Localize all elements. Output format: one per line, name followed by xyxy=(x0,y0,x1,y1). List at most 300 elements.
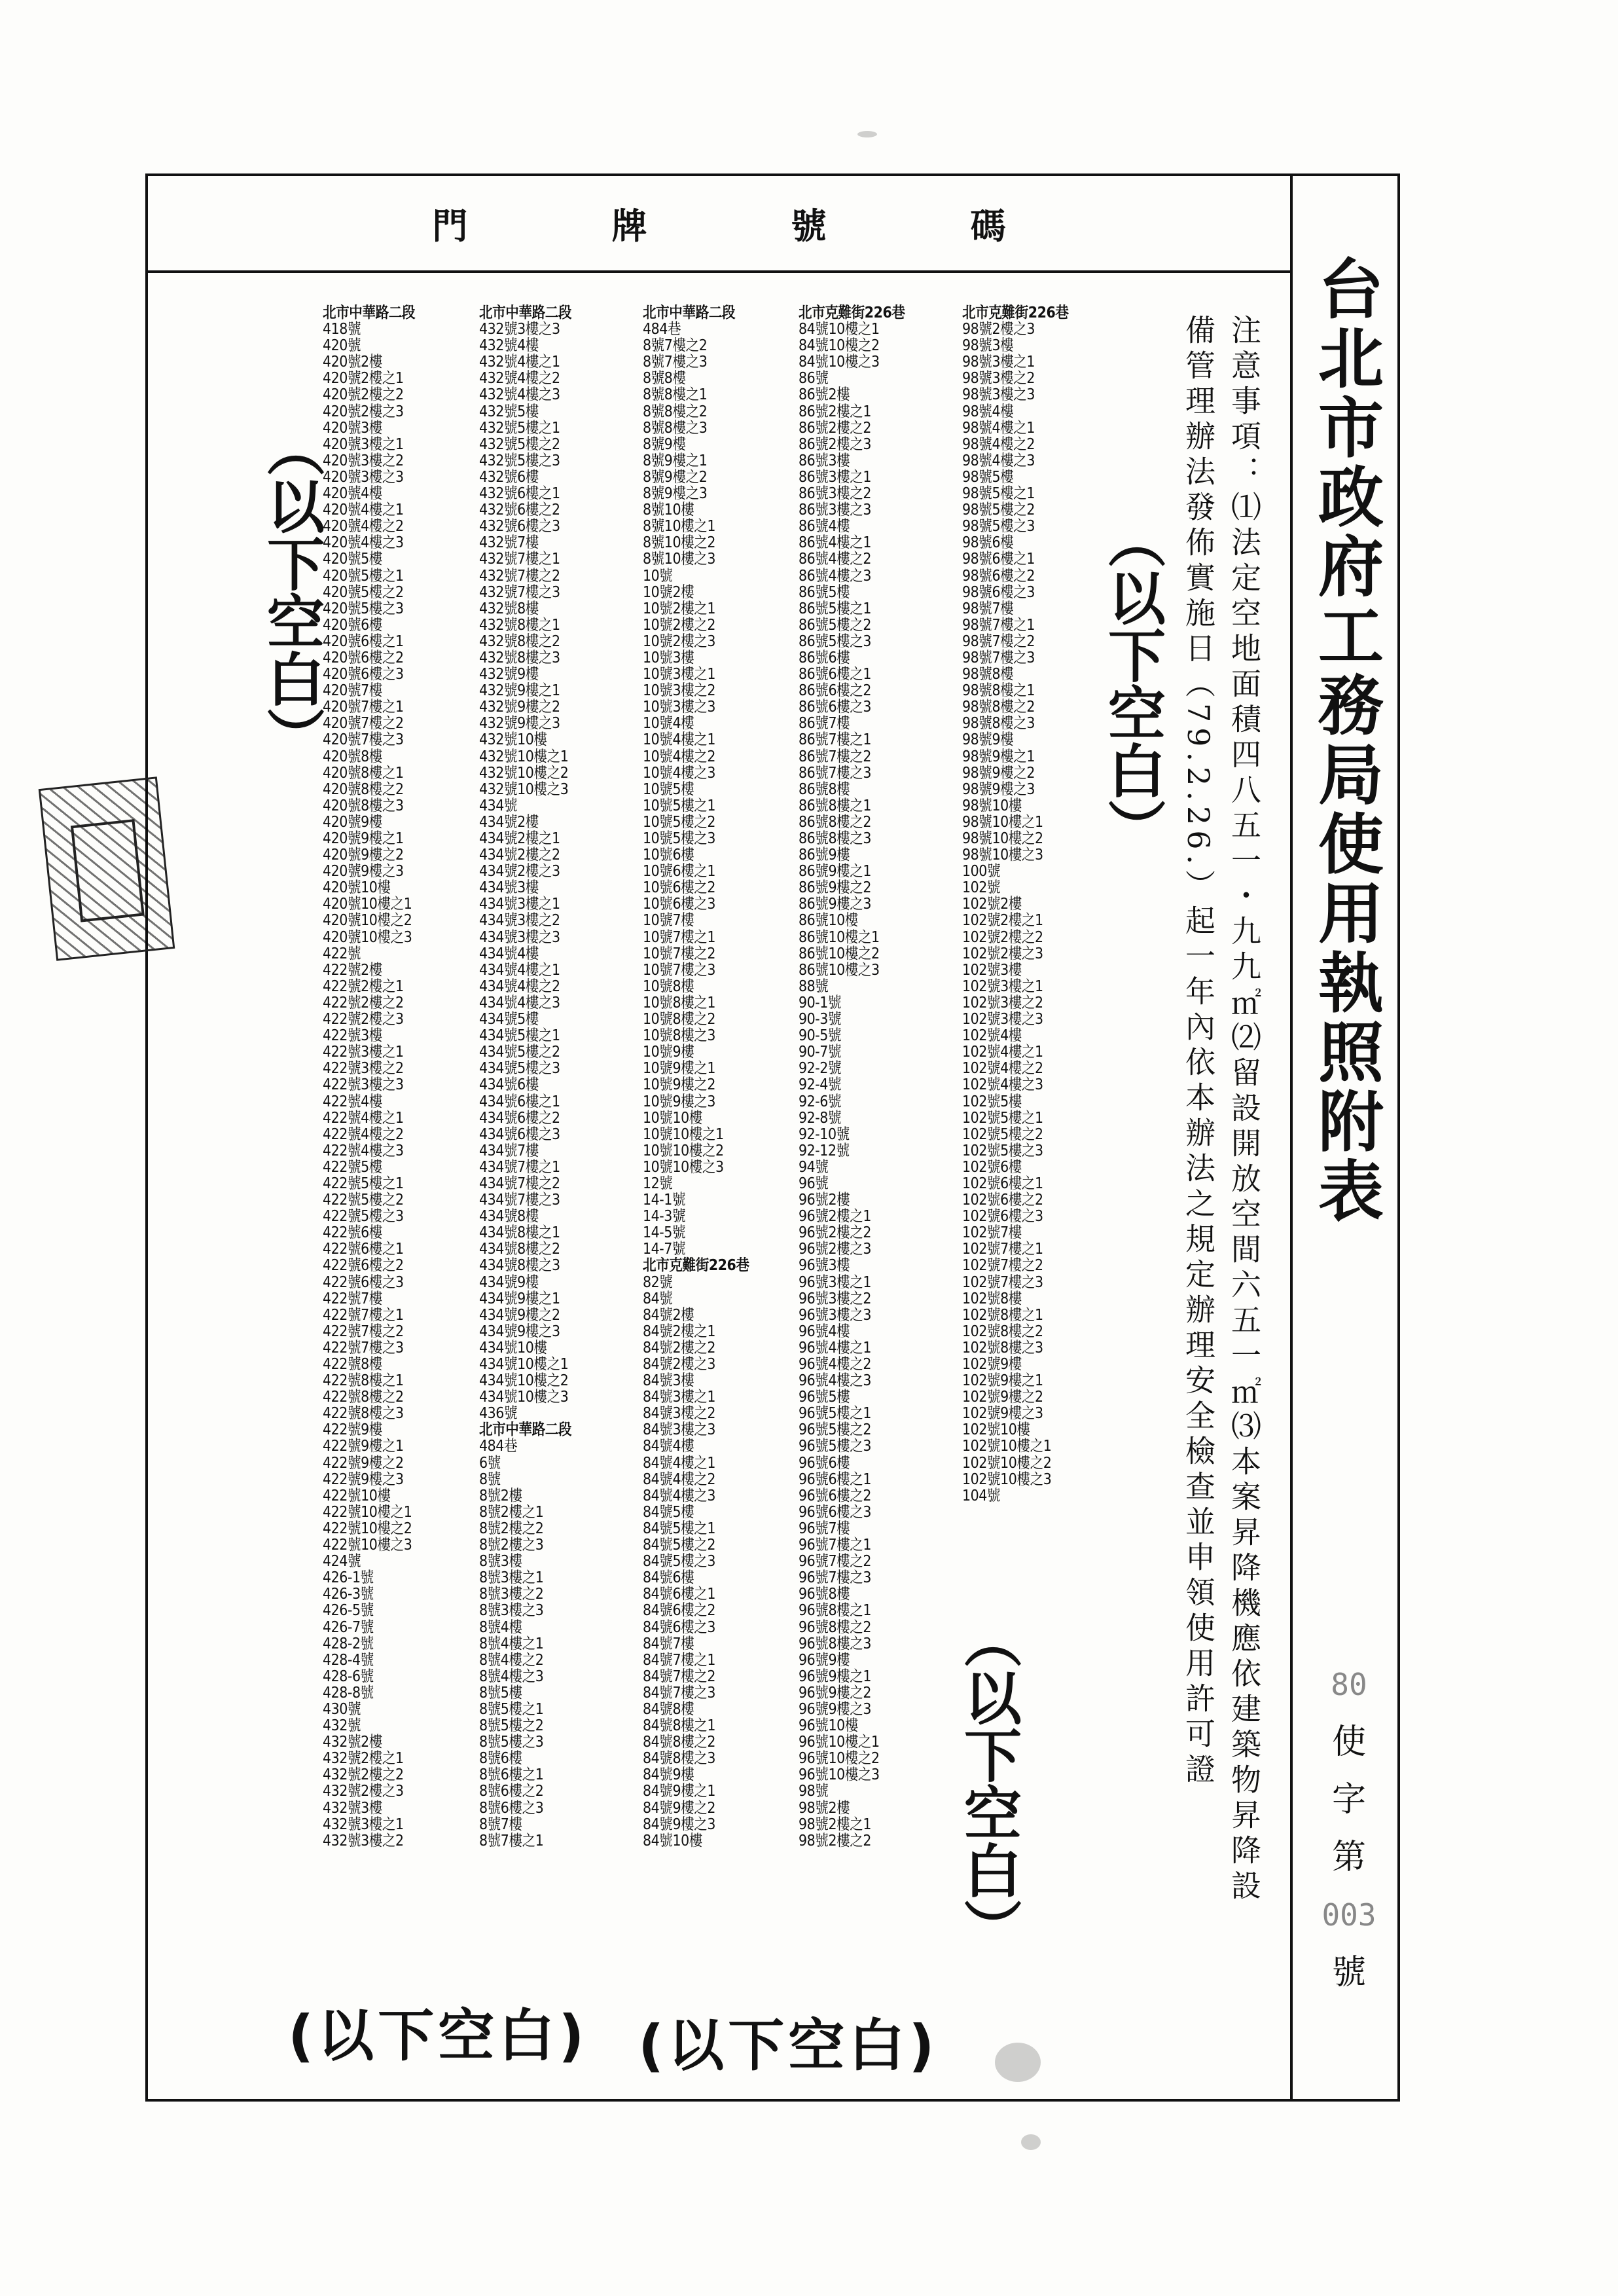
address-entry: 8號3樓之3 xyxy=(479,1601,544,1620)
address-entry: 434號7樓之2 xyxy=(479,1173,560,1192)
address-entry: 8號5樓之2 xyxy=(479,1716,544,1735)
address-entry: 10號7樓 xyxy=(643,911,694,930)
address-entry: 102號10樓之3 xyxy=(962,1469,1052,1488)
street-header: 北市中華路二段 xyxy=(479,303,572,321)
address-entry: 420號8樓 xyxy=(323,746,382,765)
address-entry: 420號5樓之3 xyxy=(323,598,404,617)
address-entry: 432號4樓 xyxy=(479,336,539,355)
address-entry: 420號7樓之3 xyxy=(323,730,404,749)
address-entry: 420號6樓之2 xyxy=(323,647,404,666)
address-entry: 98號4樓之2 xyxy=(962,434,1035,453)
address-entry: 432號3樓之3 xyxy=(479,319,560,338)
address-entry: 86號4樓之1 xyxy=(799,533,872,552)
address-entry: 8號4樓 xyxy=(479,1617,522,1636)
address-entry: 422號6樓之2 xyxy=(323,1256,404,1275)
address-entry: 86號3樓 xyxy=(799,450,850,469)
address-entry: 434號9樓之3 xyxy=(479,1321,560,1340)
address-entry: 432號10樓之3 xyxy=(479,779,569,798)
address-entry: 96號5樓 xyxy=(799,1387,850,1406)
address-entry: 102號10樓 xyxy=(962,1420,1030,1439)
address-entry: 434號3樓之3 xyxy=(479,927,560,946)
address-entry: 434號3樓之2 xyxy=(479,911,560,930)
address-entry: 100號 xyxy=(962,862,1001,881)
address-entry: 84號3樓之1 xyxy=(643,1387,716,1406)
address-entry: 98號8樓 xyxy=(962,665,1014,683)
address-entry: 8號2樓之3 xyxy=(479,1535,544,1554)
address-entry: 96號10樓 xyxy=(799,1716,858,1735)
address-entry: 10號7樓之3 xyxy=(643,960,716,979)
address-entry: 434號10樓之2 xyxy=(479,1371,569,1390)
address-entry: 96號8樓之2 xyxy=(799,1617,872,1636)
address-entry: 8號4樓之1 xyxy=(479,1633,544,1652)
address-entry: 90-5號 xyxy=(799,1026,842,1045)
address-entry: 102號7樓之3 xyxy=(962,1272,1043,1291)
address-entry: 420號3樓之3 xyxy=(323,467,404,486)
address-entry: 84號10樓之2 xyxy=(799,336,880,355)
address-entry: 432號8樓之3 xyxy=(479,647,560,666)
address-entry: 10號8樓之1 xyxy=(643,993,716,1011)
address-entry: 10號5樓之3 xyxy=(643,829,716,847)
address-entry: 8號2樓之1 xyxy=(479,1502,544,1521)
address-entry: 10號7樓之2 xyxy=(643,943,716,962)
address-entry: 8號8樓之3 xyxy=(643,418,708,437)
address-entry: 98號8樓之3 xyxy=(962,714,1035,733)
address-entry: 434號4樓之2 xyxy=(479,976,560,995)
address-entry: 10號4樓之2 xyxy=(643,746,716,765)
address-entry: 96號3樓 xyxy=(799,1256,850,1275)
address-entry: 422號10樓 xyxy=(323,1485,391,1504)
address-entry: 434號5樓之3 xyxy=(479,1059,560,1078)
side-divider xyxy=(1290,176,1293,2099)
address-entry: 84號6樓之3 xyxy=(643,1617,716,1636)
address-entry: 8號6樓之3 xyxy=(479,1798,544,1817)
address-entry: 84號7樓之1 xyxy=(643,1650,716,1669)
address-entry: 98號9樓 xyxy=(962,730,1014,749)
address-entry: 98號 xyxy=(799,1781,829,1800)
scan-speck xyxy=(995,2043,1041,2082)
address-entry: 98號10樓 xyxy=(962,795,1022,814)
address-entry: 86號3樓之3 xyxy=(799,500,872,519)
address-entry: 432號6樓之2 xyxy=(479,500,560,519)
address-entry: 434號10樓之1 xyxy=(479,1355,569,1373)
address-entry: 98號6樓之3 xyxy=(962,582,1035,601)
address-entry: 420號4樓之2 xyxy=(323,517,404,536)
blank-marker-v1: ︵以下空白︶ xyxy=(258,419,325,765)
address-entry: 96號9樓 xyxy=(799,1650,850,1669)
street-header: 北市中華路二段 xyxy=(323,303,416,321)
address-entry: 102號8樓 xyxy=(962,1288,1022,1307)
address-entry: 92-8號 xyxy=(799,1108,842,1127)
address-entry: 8號8樓之2 xyxy=(643,401,708,420)
address-entry: 96號9樓之2 xyxy=(799,1683,872,1702)
address-entry: 432號4樓之1 xyxy=(479,352,560,371)
address-entry: 422號9樓之3 xyxy=(323,1469,404,1488)
address-entry: 102號3樓之2 xyxy=(962,993,1043,1011)
address-entry: 84號2樓之2 xyxy=(643,1338,716,1357)
address-entry: 96號2樓 xyxy=(799,1190,850,1209)
address-column-1 xyxy=(323,304,415,1849)
permit-char: 第 xyxy=(1331,1838,1366,1877)
address-entry: 420號6樓之3 xyxy=(323,665,404,683)
address-entry: 8號6樓之1 xyxy=(479,1765,544,1784)
street-header: 北市中華路二段 xyxy=(479,1420,572,1439)
address-entry: 86號10樓之3 xyxy=(799,960,880,979)
address-entry: 84號8樓之3 xyxy=(643,1749,716,1768)
address-entry: 420號9樓之2 xyxy=(323,845,404,864)
address-entry: 102號3樓之3 xyxy=(962,1010,1043,1029)
address-entry: 86號2樓 xyxy=(799,385,850,404)
address-entry: 432號10樓 xyxy=(479,730,547,749)
permit-char: 使 xyxy=(1331,1722,1366,1762)
address-entry: 428-6號 xyxy=(323,1666,374,1685)
address-entry: 432號6樓之3 xyxy=(479,517,560,536)
address-column-2 xyxy=(479,304,571,1849)
address-entry: 422號3樓之2 xyxy=(323,1059,404,1078)
address-entry: 432號9樓 xyxy=(479,665,539,683)
address-entry: 434號4樓之1 xyxy=(479,960,560,979)
address-entry: 88號 xyxy=(799,976,829,995)
address-entry: 98號6樓之2 xyxy=(962,566,1035,585)
address-entry: 6號 xyxy=(479,1453,501,1472)
address-entry: 434號2樓之2 xyxy=(479,845,560,864)
address-entry: 96號4樓之1 xyxy=(799,1338,872,1357)
address-entry: 102號3樓 xyxy=(962,960,1022,979)
address-entry: 104號 xyxy=(962,1485,1001,1504)
address-entry: 10號8樓之3 xyxy=(643,1026,716,1045)
address-entry: 102號6樓之1 xyxy=(962,1173,1043,1192)
address-entry: 434號8樓之3 xyxy=(479,1256,560,1275)
address-entry: 10號5樓之2 xyxy=(643,812,716,831)
address-entry: 96號4樓 xyxy=(799,1321,850,1340)
address-entry: 422號3樓之3 xyxy=(323,1075,404,1094)
address-entry: 86號10樓之1 xyxy=(799,927,880,946)
address-entry: 420號8樓之1 xyxy=(323,763,404,782)
address-column-3 xyxy=(643,304,749,1849)
address-entry: 92-2號 xyxy=(799,1059,842,1078)
address-entry: 434號4樓 xyxy=(479,943,539,962)
address-entry: 96號7樓 xyxy=(799,1518,850,1537)
address-entry: 432號2樓之1 xyxy=(323,1749,404,1768)
street-header: 北市克難街226巷 xyxy=(962,303,1069,321)
address-entry: 86號9樓之1 xyxy=(799,862,872,881)
address-entry: 10號5樓 xyxy=(643,779,694,798)
address-entry: 86號5樓 xyxy=(799,582,850,601)
address-entry: 84號6樓之1 xyxy=(643,1584,716,1603)
address-entry: 484巷 xyxy=(643,319,681,338)
blank-marker-h1: (以下空白) xyxy=(288,2003,588,2069)
address-entry: 8號7樓之2 xyxy=(643,336,708,355)
address-entry: 434號6樓之2 xyxy=(479,1108,560,1127)
address-entry: 428-2號 xyxy=(323,1633,374,1652)
permit-year: 80 xyxy=(1331,1667,1367,1702)
address-entry: 84號9樓 xyxy=(643,1765,694,1784)
address-entry: 102號2樓之1 xyxy=(962,911,1043,930)
address-entry: 96號10樓之2 xyxy=(799,1749,880,1768)
address-entry: 98號10樓之1 xyxy=(962,812,1043,831)
address-entry: 98號3樓之2 xyxy=(962,369,1035,388)
address-entry: 102號2樓之2 xyxy=(962,927,1043,946)
address-entry: 102號5樓之2 xyxy=(962,1124,1043,1143)
address-entry: 422號8樓之1 xyxy=(323,1371,404,1390)
address-entry: 422號3樓之1 xyxy=(323,1042,404,1061)
address-entry: 102號10樓之2 xyxy=(962,1453,1052,1472)
address-entry: 8號5樓之3 xyxy=(479,1732,544,1751)
address-entry: 420號 xyxy=(323,336,361,355)
address-entry: 420號4樓之3 xyxy=(323,533,404,552)
address-entry: 8號9樓之3 xyxy=(643,484,708,503)
address-entry: 84號4樓之3 xyxy=(643,1485,716,1504)
address-entry: 10號3樓之1 xyxy=(643,665,716,683)
address-entry: 84號2樓之1 xyxy=(643,1321,716,1340)
address-entry: 98號8樓之1 xyxy=(962,681,1035,700)
address-entry: 432號10樓之2 xyxy=(479,763,569,782)
address-entry: 8號7樓之1 xyxy=(479,1831,544,1850)
address-entry: 434號6樓 xyxy=(479,1075,539,1094)
address-entry: 420號8樓之3 xyxy=(323,795,404,814)
address-entry: 96號3樓之1 xyxy=(799,1272,872,1291)
address-entry: 96號7樓之3 xyxy=(799,1568,872,1587)
address-entry: 8號5樓 xyxy=(479,1683,522,1702)
address-entry: 420號4樓之1 xyxy=(323,500,404,519)
address-entry: 422號5樓之2 xyxy=(323,1190,404,1209)
address-entry: 90-7號 xyxy=(799,1042,842,1061)
address-entry: 424號 xyxy=(323,1552,361,1571)
address-entry: 430號 xyxy=(323,1699,361,1718)
address-entry: 86號7樓 xyxy=(799,714,850,733)
address-entry: 96號10樓之3 xyxy=(799,1765,880,1784)
address-entry: 98號9樓之2 xyxy=(962,763,1035,782)
permit-char: 號 xyxy=(1331,1953,1366,1992)
address-entry: 8號8樓之1 xyxy=(643,385,708,404)
address-entry: 102號10樓之1 xyxy=(962,1436,1052,1455)
address-entry: 84號2樓之3 xyxy=(643,1355,716,1373)
address-entry: 420號8樓之2 xyxy=(323,779,404,798)
address-entry: 98號10樓之3 xyxy=(962,845,1043,864)
address-entry: 14-7號 xyxy=(643,1239,686,1258)
address-entry: 420號10樓 xyxy=(323,878,391,897)
address-entry: 8號7樓之3 xyxy=(643,352,708,371)
address-entry: 98號5樓之2 xyxy=(962,500,1035,519)
address-entry: 422號5樓 xyxy=(323,1157,382,1176)
address-entry: 434號 xyxy=(479,795,518,814)
address-entry: 98號6樓 xyxy=(962,533,1014,552)
address-entry: 422號10樓之1 xyxy=(323,1502,412,1521)
address-entry: 102號8樓之3 xyxy=(962,1338,1043,1357)
address-entry: 86號6樓之3 xyxy=(799,697,872,716)
address-entry: 10號10樓之3 xyxy=(643,1157,724,1176)
address-entry: 102號9樓 xyxy=(962,1355,1022,1373)
address-entry: 86號5樓之3 xyxy=(799,631,872,650)
address-entry: 8號4樓之2 xyxy=(479,1650,544,1669)
address-entry: 102號6樓之3 xyxy=(962,1207,1043,1226)
address-entry: 420號2樓之3 xyxy=(323,401,404,420)
address-entry: 420號7樓之2 xyxy=(323,714,404,733)
address-entry: 84號 xyxy=(643,1288,673,1307)
address-entry: 86號8樓之3 xyxy=(799,829,872,847)
address-entry: 422號2樓 xyxy=(323,960,382,979)
address-entry: 8號6樓 xyxy=(479,1749,522,1768)
header-char: 碼 xyxy=(970,204,1006,247)
address-entry: 422號7樓之2 xyxy=(323,1321,404,1340)
address-entry: 86號10樓之2 xyxy=(799,943,880,962)
address-entry: 420號3樓之2 xyxy=(323,450,404,469)
address-entry: 84號8樓之1 xyxy=(643,1716,716,1735)
address-entry: 102號4樓 xyxy=(962,1026,1022,1045)
address-entry: 434號8樓 xyxy=(479,1207,539,1226)
address-entry: 86號5樓之2 xyxy=(799,615,872,634)
address-entry: 84號8樓 xyxy=(643,1699,694,1718)
address-entry: 96號7樓之1 xyxy=(799,1535,872,1554)
address-entry: 96號4樓之2 xyxy=(799,1355,872,1373)
address-entry: 432號6樓 xyxy=(479,467,539,486)
address-entry: 84號10樓之1 xyxy=(799,319,880,338)
address-entry: 420號5樓 xyxy=(323,549,382,568)
address-entry: 98號2樓 xyxy=(799,1798,850,1817)
address-entry: 432號3樓之2 xyxy=(323,1831,404,1850)
address-entry: 96號5樓之2 xyxy=(799,1420,872,1439)
address-entry: 96號3樓之2 xyxy=(799,1288,872,1307)
address-entry: 84號4樓之1 xyxy=(643,1453,716,1472)
address-entry: 8號2樓 xyxy=(479,1485,522,1504)
address-entry: 84號6樓 xyxy=(643,1568,694,1587)
address-entry: 98號2樓之2 xyxy=(799,1831,872,1850)
address-entry: 86號3樓之1 xyxy=(799,467,872,486)
address-entry: 420號9樓之1 xyxy=(323,829,404,847)
address-entry: 96號5樓之3 xyxy=(799,1436,872,1455)
address-entry: 428-4號 xyxy=(323,1650,374,1669)
address-entry: 422號8樓之3 xyxy=(323,1404,404,1423)
header-char: 牌 xyxy=(611,204,647,247)
address-entry: 102號4樓之2 xyxy=(962,1059,1043,1078)
address-entry: 92-12號 xyxy=(799,1140,850,1159)
address-entry: 434號8樓之1 xyxy=(479,1223,560,1242)
address-entry: 84號9樓之1 xyxy=(643,1781,716,1800)
address-entry: 86號 xyxy=(799,369,829,388)
address-entry: 102號8樓之1 xyxy=(962,1305,1043,1324)
scan-speck xyxy=(857,131,877,137)
address-entry: 422號7樓 xyxy=(323,1288,382,1307)
address-entry: 434號9樓 xyxy=(479,1272,539,1291)
address-entry: 10號2樓之3 xyxy=(643,631,716,650)
address-entry: 82號 xyxy=(643,1272,673,1291)
address-entry: 98號4樓 xyxy=(962,401,1014,420)
address-entry: 8號10樓之2 xyxy=(643,533,716,552)
address-entry: 432號4樓之2 xyxy=(479,369,560,388)
address-entry: 432號5樓之2 xyxy=(479,434,560,453)
address-entry: 98號7樓 xyxy=(962,598,1014,617)
address-entry: 10號4樓 xyxy=(643,714,694,733)
address-entry: 422號4樓之1 xyxy=(323,1108,404,1127)
scan-speck xyxy=(1021,2134,1041,2150)
address-entry: 428-8號 xyxy=(323,1683,374,1702)
address-entry: 434號10樓 xyxy=(479,1338,547,1357)
address-entry: 422號6樓 xyxy=(323,1223,382,1242)
address-entry: 432號9樓之1 xyxy=(479,681,560,700)
address-entry: 432號8樓之1 xyxy=(479,615,560,634)
address-entry: 434號10樓之3 xyxy=(479,1387,569,1406)
address-entry: 96號2樓之2 xyxy=(799,1223,872,1242)
address-entry: 10號6樓之1 xyxy=(643,862,716,881)
address-entry: 96號9樓之3 xyxy=(799,1699,872,1718)
address-entry: 10號7樓之1 xyxy=(643,927,716,946)
address-entry: 422號6樓之1 xyxy=(323,1239,404,1258)
address-entry: 432號7樓 xyxy=(479,533,539,552)
address-entry: 86號4樓 xyxy=(799,517,850,536)
address-entry: 8號3樓 xyxy=(479,1552,522,1571)
address-entry: 484巷 xyxy=(479,1436,518,1455)
address-entry: 102號6樓之2 xyxy=(962,1190,1043,1209)
address-entry: 96號3樓之3 xyxy=(799,1305,872,1324)
blank-marker-v2: ︵以下空白︶ xyxy=(1099,511,1166,856)
address-entry: 422號5樓之3 xyxy=(323,1207,404,1226)
address-entry: 432號6樓之1 xyxy=(479,484,560,503)
street-header: 北市中華路二段 xyxy=(643,303,736,321)
address-entry: 86號9樓之2 xyxy=(799,878,872,897)
address-entry: 102號5樓 xyxy=(962,1091,1022,1110)
permit-char: 字 xyxy=(1331,1780,1366,1819)
address-entry: 10號4樓之1 xyxy=(643,730,716,749)
address-entry: 420號9樓 xyxy=(323,812,382,831)
address-entry: 14-1號 xyxy=(643,1190,686,1209)
address-entry: 98號5樓之3 xyxy=(962,517,1035,536)
address-entry: 96號8樓 xyxy=(799,1584,850,1603)
address-entry: 96號10樓之1 xyxy=(799,1732,880,1751)
address-entry: 84號5樓 xyxy=(643,1502,694,1521)
address-entry: 86號9樓 xyxy=(799,845,850,864)
address-entry: 432號3樓 xyxy=(323,1798,382,1817)
address-entry: 422號3樓 xyxy=(323,1026,382,1045)
address-entry: 102號5樓之1 xyxy=(962,1108,1043,1127)
address-entry: 10號2樓之1 xyxy=(643,598,716,617)
address-entry: 426-1號 xyxy=(323,1568,374,1587)
address-entry: 86號7樓之3 xyxy=(799,763,872,782)
address-entry: 418號 xyxy=(323,319,361,338)
address-entry: 10號6樓之2 xyxy=(643,878,716,897)
address-entry: 434號2樓之3 xyxy=(479,862,560,881)
address-entry: 432號7樓之3 xyxy=(479,582,560,601)
address-entry: 420號9樓之3 xyxy=(323,862,404,881)
address-entry: 432號8樓之2 xyxy=(479,631,560,650)
address-entry: 422號5樓之1 xyxy=(323,1173,404,1192)
address-entry: 102號4樓之3 xyxy=(962,1075,1043,1094)
address-entry: 10號10樓 xyxy=(643,1108,702,1127)
address-entry: 102號5樓之3 xyxy=(962,1140,1043,1159)
address-entry: 434號8樓之2 xyxy=(479,1239,560,1258)
address-entry: 10號8樓之2 xyxy=(643,1010,716,1029)
address-entry: 98號2樓之1 xyxy=(799,1814,872,1833)
address-entry: 8號 xyxy=(479,1469,501,1488)
address-entry: 84號3樓之2 xyxy=(643,1404,716,1423)
address-entry: 84號4樓之2 xyxy=(643,1469,716,1488)
address-entry: 426-3號 xyxy=(323,1584,374,1603)
address-entry: 98號3樓之1 xyxy=(962,352,1035,371)
address-entry: 98號3樓 xyxy=(962,336,1014,355)
address-entry: 10號9樓之1 xyxy=(643,1059,716,1078)
address-entry: 84號9樓之3 xyxy=(643,1814,716,1833)
address-entry: 8號8樓 xyxy=(643,369,686,388)
address-entry: 102號7樓之2 xyxy=(962,1256,1043,1275)
address-entry: 8號10樓之1 xyxy=(643,517,716,536)
address-entry: 102號8樓之2 xyxy=(962,1321,1043,1340)
address-entry: 86號7樓之2 xyxy=(799,746,872,765)
address-entry: 434號5樓之2 xyxy=(479,1042,560,1061)
address-entry: 90-3號 xyxy=(799,1010,842,1029)
address-entry: 98號3樓之3 xyxy=(962,385,1035,404)
address-entry: 84號6樓之2 xyxy=(643,1601,716,1620)
address-entry: 98號7樓之1 xyxy=(962,615,1035,634)
address-entry: 422號10樓之2 xyxy=(323,1518,412,1537)
address-entry: 86號6樓 xyxy=(799,647,850,666)
